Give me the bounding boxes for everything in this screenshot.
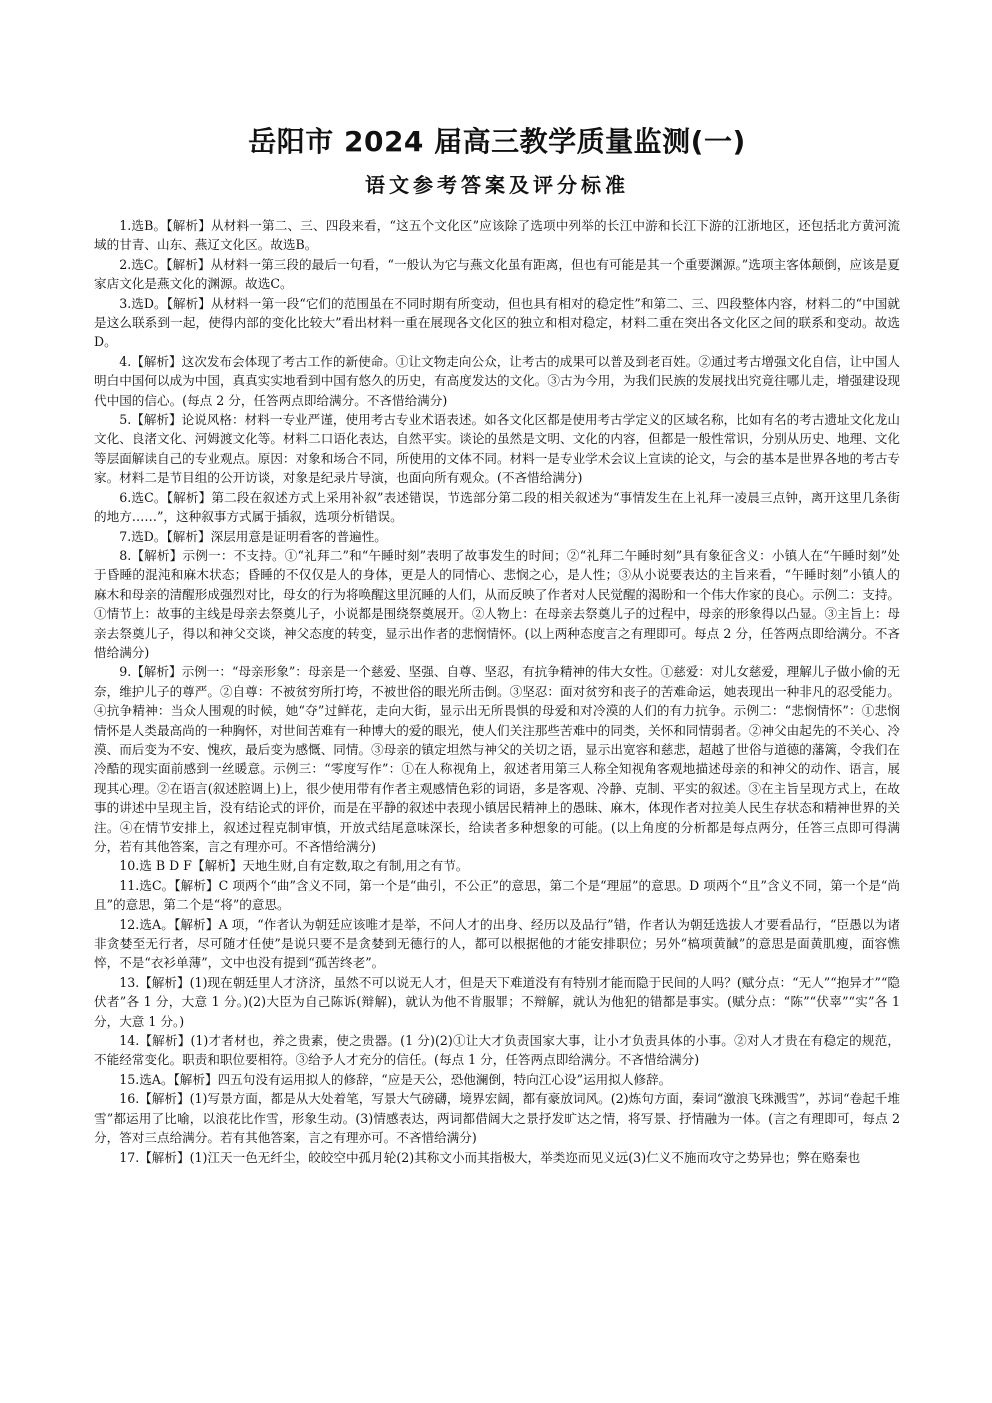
- answer-item-5: 5.【解析】论说风格：材料一专业严谨，使用考古专业术语表述。如各文化区都是使用考古学定义的区域名称，比如有名的考古遗址文化龙山文化、良渚文化、河姆渡文化等。材料二口语化表达，自然平实。谈论的虽然是文明、文化的内容，但都是一般性常识，分别从历史、地理、文化等层面解读自己的专业观点。原因：对象和场合不同，所使用的文体不同。材料一是专业学术会议上宣读的论文，与会的基本是世界各地的考古专家。材料二是节目组的公开访谈，对象是纪录片导演，也面向所有观众。(不吝惜给满分): [94, 412, 900, 486]
- answer-item-14: 14.【解析】(1)才者材也，养之贵素，使之贵器。(1 分)(2)①让大才负责国家大事，让小才负责具体的小事。②对人才贵在有稳定的规范，不能经常变化。职责和职位要相符。③给予人才充分的信任。(每点 1 分，任答两点即给满分。不吝惜给满分): [94, 1033, 900, 1068]
- answer-item-3: 3.选D。【解析】从材料一第一段“它们的范围虽在不同时期有所变动，但也具有相对的稳定性”和第二、三、四段整体内容，材料二的“中国就是这么联系到一起，使得内部的变化比较大”看出材料一重在展现各文化区的独立和相对稳定，材料二重在突出各文化区之间的联系和变动。故选D。: [94, 295, 900, 350]
- answer-item-10: 10.选 B D F【解析】天地生财,自有定数,取之有制,用之有节。: [119, 858, 469, 874]
- answer-item-17: 17.【解析】(1)江天一色无纤尘，皎皎空中孤月轮(2)其称文小而其指极大，举类迩而见义远(3)仁义不施而攻守之势异也；弊在赂秦也: [119, 1149, 861, 1165]
- answer-item-4: 4.【解析】这次发布会体现了考古工作的新使命。①让文物走向公众，让考古的成果可以普及到老百姓。②通过考古增强文化自信，让中国人明白中国何以成为中国，真真实实地看到中国有悠久的历史，有高度发达的文化。③古为今用，为我们民族的发展找出究竟往哪儿走，增强建设现代中国的信心。(每点 2 分，任答两点即给满分。不吝惜给满分): [94, 353, 900, 408]
- answer-item-7: 7.选D。【解析】深层用意是证明看客的普遍性。: [119, 528, 387, 544]
- answer-item-1: 1.选B。【解析】从材料一第二、三、四段来看，“这五个文化区”应该除了选项中列举的长江中游和长江下游的江浙地区，还包括北方黄河流域的甘青、山东、燕辽文化区。故选B。: [94, 218, 900, 253]
- answer-item-13: 13.【解析】(1)现在朝廷里人才济济，虽然不可以说无人才，但是天下难道没有有特别才能而隐于民间的人吗？(赋分点：“无人”“抱异才”“隐伏者”各 1 分，大意 1 分。)(2)大臣为自己陈诉(辩解)，就认为他不肯服罪；不辩解，就认为他犯的错都是事实。(赋分点：“陈”“伏辜”“实”各 1 分，大意 1 分。): [94, 974, 900, 1029]
- answer-item-9: 9.【解析】示例一：“母亲形象”：母亲是一个慈爱、坚强、自尊、坚忍，有抗争精神的伟大女性。①慈爱：对儿女慈爱，理解儿子做小偷的无奈，维护儿子的尊严。②自尊：不被贫穷所打垮，不被世俗的眼光所击倒。③坚忍：面对贫穷和丧子的苦难命运，她表现出一种非凡的忍受能力。④抗争精神：当众人围观的时候，她“夺”过鲜花，走向大街，显示出无所畏惧的母爱和对冷漠的人们的有力抗争。示例二：“悲悯情怀”：①悲悯情怀是人类最高尚的一种胸怀，对世间苦难有一种博大的爱的眼光，使人们关注那些苦难中的同类，关怀和同情弱者。②神父由起先的不关心、冷漠、而后变为不安、愧疚，最后变为感慨、同情。③母亲的镇定坦然与神父的关切之语，显示出宽容和慈悲，超越了世俗与道德的藩篱，令我们在冷酷的现实面前感到一丝暖意。示例三：“零度写作”：①在人称视角上，叙述者用第三人称全知视角客观地描述母亲的和神父的动作、语言，展现其心理。②在语言(叙述腔调上)上，很少使用带有作者主观感情色彩的词语，多是客观、冷静、克制、平实的叙述。③在主旨呈现方式上，在故事的讲述中呈现主旨，没有结论式的评价，而是在平静的叙述中表现小镇居民精神上的愚昧、麻木，体现作者对拉美人民生存状态和精神世界的关注。④在情节安排上，叙述过程克制审慎，开放式结尾意味深长，给读者多种想象的可能。(以上角度的分析都是每点两分，任答三点即可得满分，若有其他答案，言之有理亦可。不吝惜给满分): [94, 664, 900, 854]
- answer-item-2: 2.选C。【解析】从材料一第三段的最后一句看，“一般认为它与燕文化虽有距离，但也有可能是其一个重要渊源。”选项主客体颠倒，应该是夏家店文化是燕文化的渊源。故选C。: [94, 256, 900, 292]
- answer-item-11: 11.选C。【解析】C 项两个“曲”含义不同，第一个是“曲引，不公正”的意思，第二个是“理屈”的意思。D 项两个“且”含义不同，第一个是“尚且”的意思，第二个是“将”的意思。: [94, 877, 900, 913]
- answer-item-8: 8.【解析】示例一：不支持。①“礼拜二”和“午睡时刻”表明了故事发生的时间；②“礼拜二午睡时刻”具有象征含义：小镇人在“午睡时刻”处于昏睡的混沌和麻木状态；昏睡的不仅仅是人的身体，更是人的同情心、悲悯之心，是人性；③从小说要表达的主旨来看，“午睡时刻”小镇人的麻木和母亲的清醒形成强烈对比，母女的行为将唤醒这里沉睡的人们，从而反映了作者对人民觉醒的渴盼和一个伟大作家的良心。示例二：支持。①情节上：故事的主线是母亲去祭奠儿子，小说都是围绕祭奠展开。②人物上：在母亲去祭奠儿子的过程中，母亲的形象得以凸显。③主旨上：母亲去祭奠儿子，得以和神父交谈，神父态度的转变，显示出作者的悲悯情怀。(以上两种态度言之有理即可。每点 2 分，任答两点即给满分。不吝惜给满分): [94, 547, 900, 660]
- answer-item-12: 12.选A。【解析】A 项，“作者认为朝廷应该唯才是举，不问人才的出身、经历以及品行”错，作者认为朝廷选拔人才要看品行，“臣愚以为诸非贪婪至无行者，尽可随才任使”是说只要不是贪婪到无德行的人，都可以根据他的才能安排职位；另外“槁项黄馘”的意思是面黄肌瘦，面容憔悴，不是“衣衫单薄”，文中也没有提到“孤苦终老”。: [94, 916, 900, 971]
- document-title: 岳阳市 2024 届高三教学质量监测(一): [248, 125, 746, 158]
- answer-item-15: 15.选A。【解析】四五句没有运用拟人的修辞，“应是天公，恐他澜倒，特向江心设”运用拟人修辞。: [119, 1071, 672, 1087]
- answer-item-16: 16.【解析】(1)写景方面，都是从大处着笔，写景大气磅礴，境界宏阔，都有豪放词风。(2)炼句方面，秦词“激浪飞珠溅雪”，苏词“卷起千堆雪”都运用了比喻，以浪花比作雪，形象生动。(3)情感表达，两词都借阔大之景抒发旷达之情，将写景、抒情融为一体。(言之有理即可，每点 2 分，答对三点给满分。若有其他答案，言之有理亦可。不吝惜给满分): [94, 1091, 900, 1146]
- answer-item-6: 6.选C。【解析】第二段在叙述方式上采用补叙”表述错误，节选部分第二段的相关叙述为“事情发生在上礼拜一凌晨三点钟，离开这里几条街的地方……”，这种叙事方式属于插叙，选项分析错误。: [94, 489, 900, 525]
- answer-list: [94, 216, 900, 1167]
- document-subtitle: 语文参考答案及评分标准: [365, 173, 629, 197]
